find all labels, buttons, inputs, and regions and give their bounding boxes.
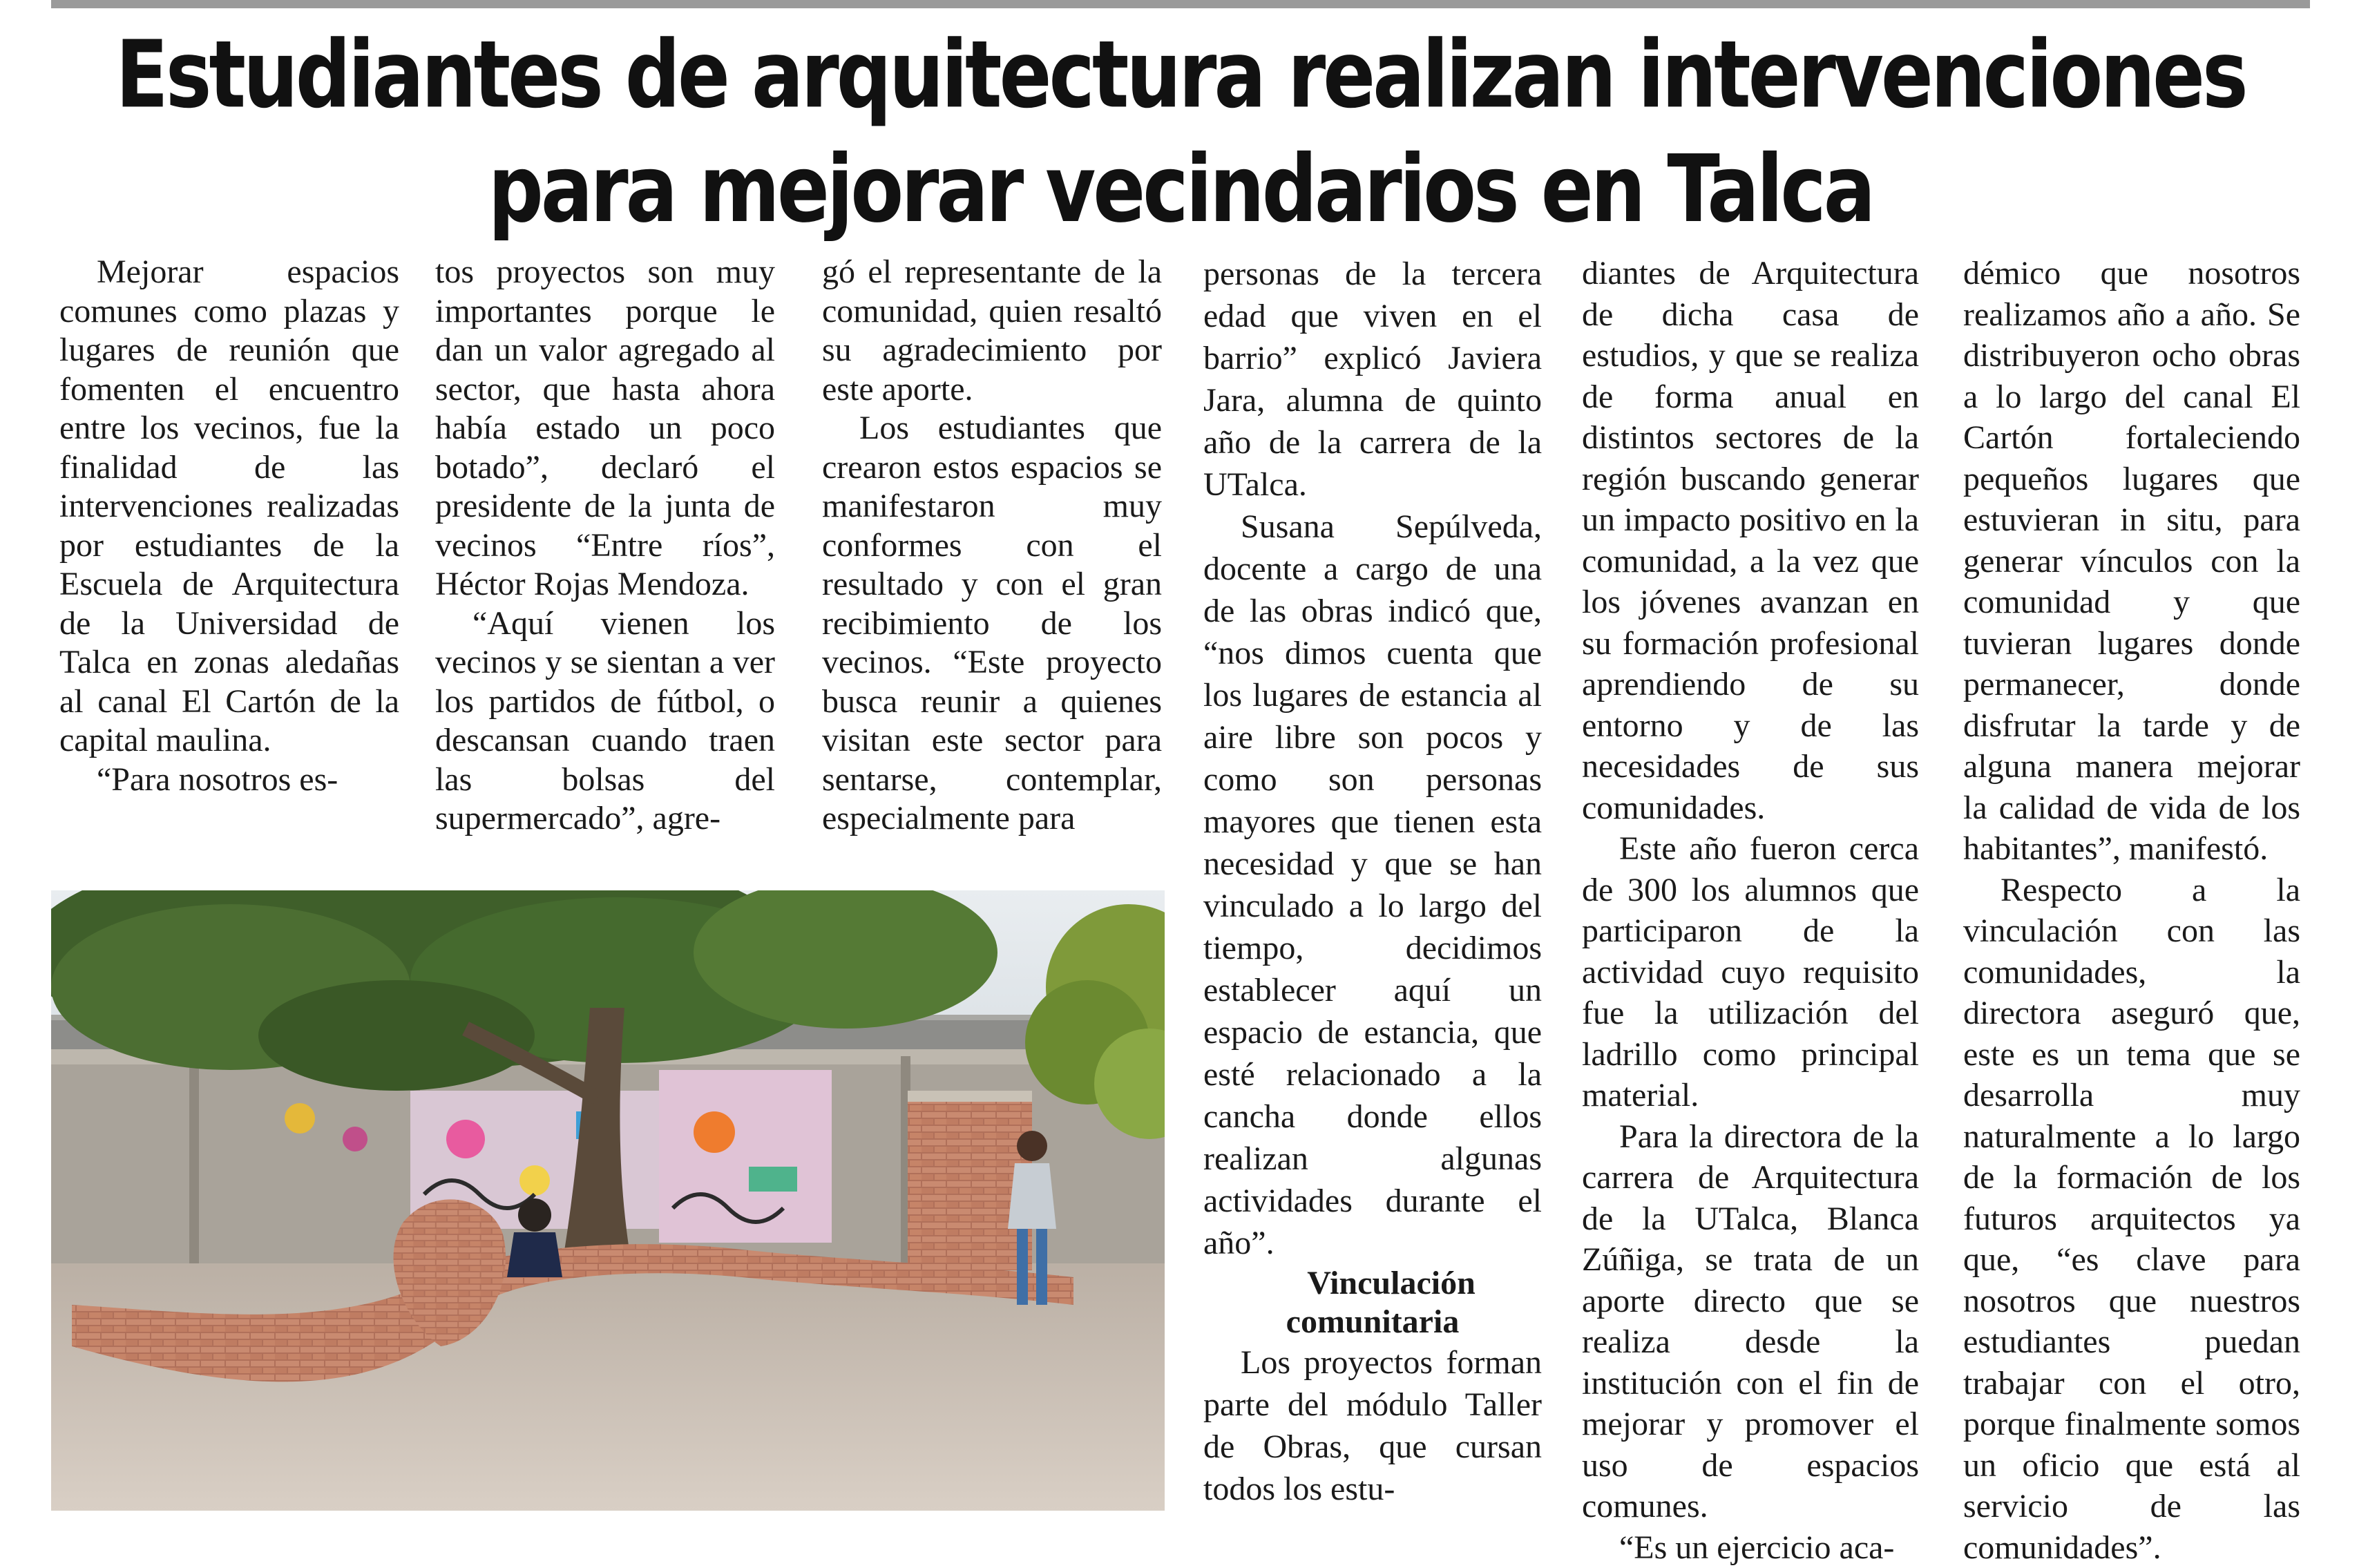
- top-rule: [51, 0, 2310, 8]
- paragraph: Este año fueron cerca de 300 los alumnos que participaron de la actividad cuyo requisito fue la utilización del ladrillo como principal material.: [1582, 828, 1919, 1116]
- headline-line-1: Estudiantes de arquitectura realizan intervenciones: [115, 21, 2245, 129]
- paragraph: “Es un ejercicio aca-: [1582, 1527, 1919, 1568]
- paragraph: tos proyectos son muy importantes porque le dan un valor agregado al sector, que hasta ahora había estado un poco botado”, declaró el presidente de la junta de vecinos “Entre ríos”, Héctor Rojas Mendoza.: [435, 253, 775, 604]
- headline: [51, 18, 2310, 247]
- article-column-3: [822, 253, 1162, 839]
- article-column-5: [1582, 253, 1919, 1568]
- paragraph: “Aquí vienen los vecinos y se sientan a ver los partidos de fútbol, o descansan cuando traen las bolsas del supermercado”, agre-: [435, 604, 775, 839]
- article-column-4: [1203, 253, 1542, 1510]
- paragraph: Los estudiantes que crearon estos espacios se manifestaron muy conformes con el resultado y con el gran recibimiento de los vecinos. “Este proyecto busca reunir a quienes visitan este sector para sentarse, contemplar, especialmente para: [822, 409, 1162, 839]
- paragraph: Para la directora de la carrera de Arquitectura de la UTalca, Blanca Zúñiga, se trata de un aporte directo que se realiza desde la institución con el fin de mejorar y promover el uso de espacios comunes.: [1582, 1116, 1919, 1527]
- article-column-6: [1963, 253, 2300, 1568]
- headline-line-2: para mejorar vecindarios en Talca: [488, 135, 1873, 243]
- paragraph: diantes de Arquitectura de dicha casa de estudios, y que se realiza de forma anual en distintos sectores de la región buscando generar un impacto positivo en la comunidad, a la vez que los jóvenes avanzan en su formación profesional aprendiendo de su entorno y de las necesidades de sus comunidades.: [1582, 253, 1919, 828]
- paragraph: Los proyectos forman parte del módulo Taller de Obras, que cursan todos los estu-: [1203, 1341, 1542, 1510]
- paragraph: “Para nosotros es-: [59, 761, 399, 800]
- paragraph: démico que nosotros realizamos año a año. Se distribuyeron ocho obras a lo largo del canal El Cartón fortaleciendo pequeños lugares que estuvieran in situ, para generar vínculos con la comunidad y que tuvieran lugares donde permanecer, donde disfrutar la tarde y de alguna manera mejorar la calidad de vida de los habitantes”, manifestó.: [1963, 253, 2300, 870]
- paragraph: gó el representante de la comunidad, quien resaltó su agradecimiento por este aporte.: [822, 253, 1162, 409]
- paragraph: personas de la tercera edad que viven en el barrio” explicó Javiera Jara, alumna de quinto año de la carrera de la UTalca.: [1203, 253, 1542, 506]
- article-column-2: [435, 253, 775, 839]
- paragraph: Susana Sepúlveda, docente a cargo de una de las obras indicó que, “nos dimos cuenta que los lugares de estancia al aire libre son pocos y como son personas mayores que tienen esta necesidad y que se han vinculado a lo largo del tiempo, decidimos establecer aquí un espacio de estancia, que esté relacionado a la cancha donde ellos realizan algunas actividades durante el año”.: [1203, 506, 1542, 1264]
- article-column-1: [59, 253, 399, 799]
- paragraph: Mejorar espacios comunes como plazas y lugares de reunión que fomenten el encuentro entre los vecinos, fue la finalidad de las intervenciones realizadas por estudiantes de la Escuela de Arquitectura de la Universidad de Talca en zonas aledañas al canal El Cartón de la capital maulina.: [59, 253, 399, 761]
- article-photo: [51, 890, 1165, 1511]
- paragraph: Respecto a la vinculación con las comunidades, la directora aseguró que, este es un tema que se desarrolla muy naturalmente a lo largo de la formación de los futuros arquitectos ya que, “es clave para nosotros que nuestros estudiantes puedan trabajar con el otro, porque finalmente somos un oficio que está al servicio de las comunidades”.: [1963, 870, 2300, 1568]
- photo-illustration: [51, 890, 1165, 1511]
- section-subheading: Vinculación comunitaria: [1203, 1264, 1542, 1341]
